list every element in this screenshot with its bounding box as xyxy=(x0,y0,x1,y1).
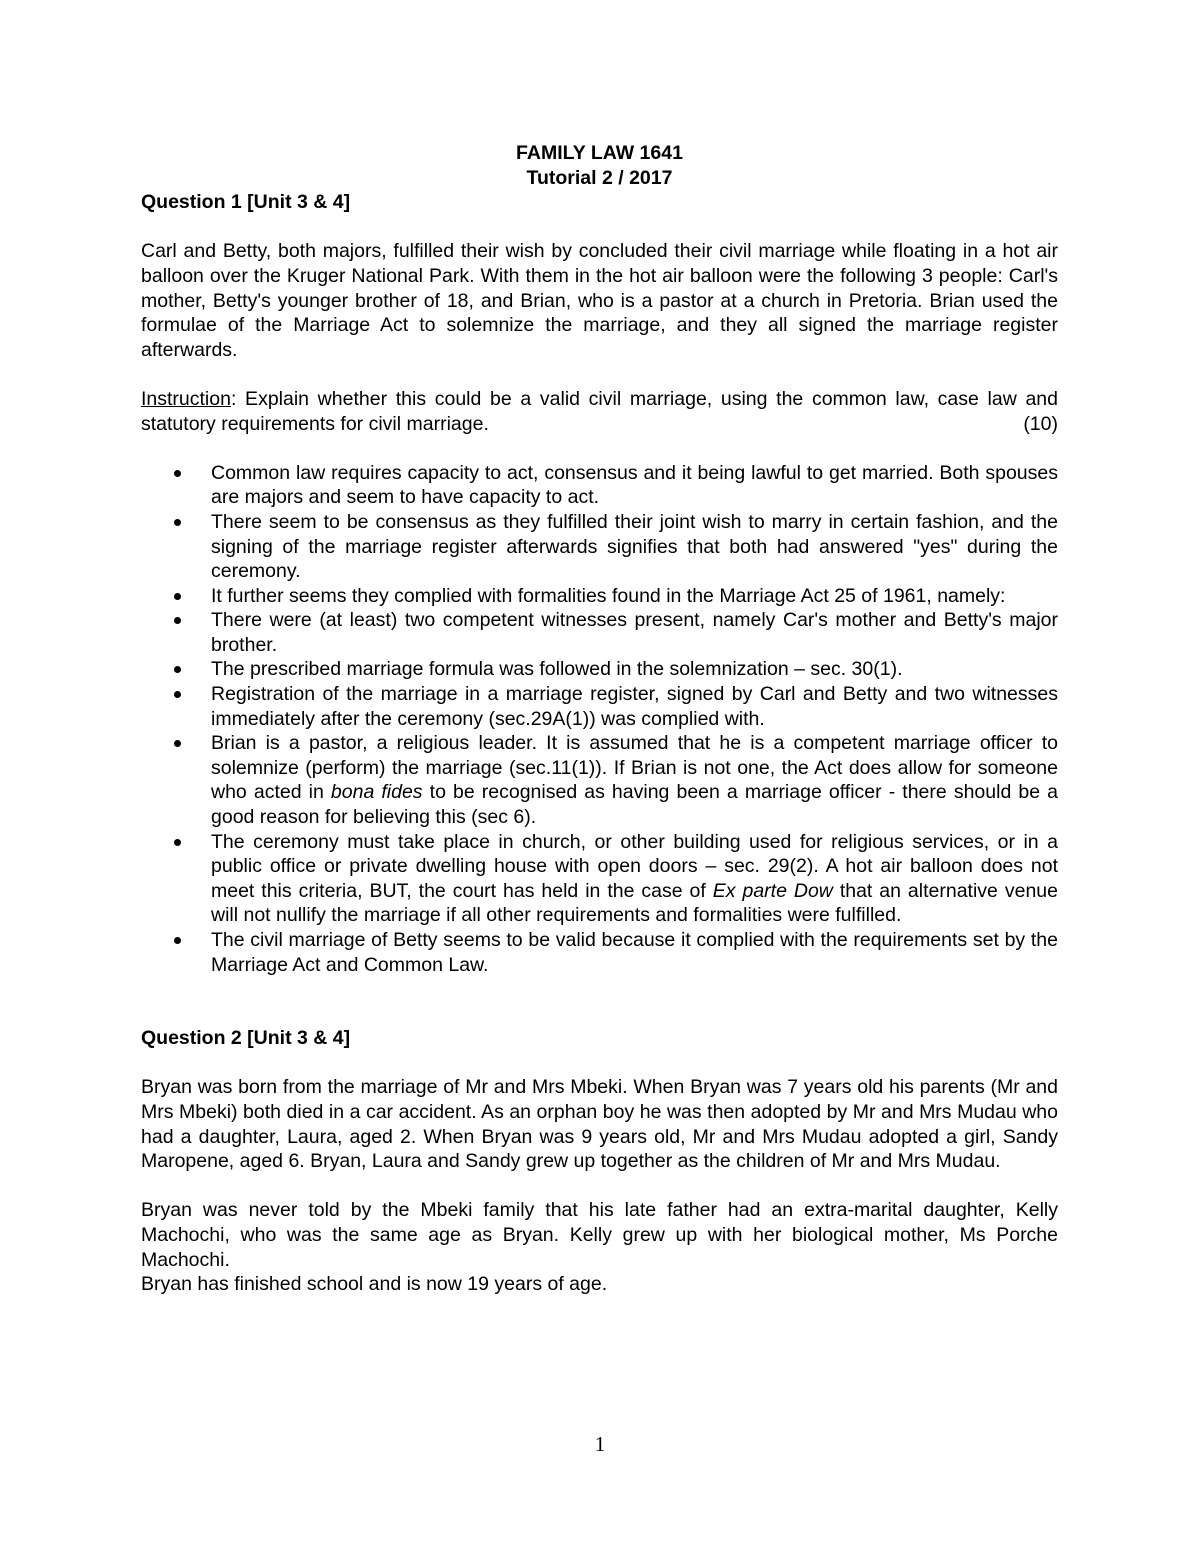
list-item: The civil marriage of Betty seems to be valid because it complied with the requirements set by the Marriage Act and Common Law. xyxy=(141,928,1058,977)
question-2-paragraph-3: Bryan has finished school and is now 19 years of age. xyxy=(141,1273,608,1296)
bullet-icon xyxy=(174,519,181,526)
question-2-paragraph-1: Bryan was born from the marriage of Mr and Mrs Mbeki. When Bryan was 7 years old his parents (Mr and Mrs Mbeki) both died in a car accident. As an orphan boy he was then adopted by Mr and Mrs Mudau who had a daughter, Laura, aged 2. When Bryan was 9 years old, Mr and Mrs Mudau adopted a girl, Sandy Maropene, aged 6. Bryan, Laura and Sandy grew up together as the children of Mr and Mrs Mudau. xyxy=(141,1076,1058,1173)
instruction-text: : Explain whether this could be a valid civil marriage, using the common law, case law and statutory requirements for civil marriage. xyxy=(141,387,1058,435)
question-1-answer-list xyxy=(141,461,1058,977)
question-2-paragraph-2: Bryan was never told by the Mbeki family that his late father had an extra-marital daughter, Kelly Machochi, who was the same age as Bryan. Kelly grew up with her biological mother, Ms Porche Machochi. xyxy=(141,1199,1058,1271)
page-number: 1 xyxy=(594,1432,606,1456)
question-1-scenario: Carl and Betty, both majors, fulfilled their wish by concluded their civil marriage while floating in a hot air balloon over the Kruger National Park. With them in the hot air balloon were the following 3 people: Carl's mother, Betty's younger brother of 18, and Brian, who is a pastor at a church in Pretoria. Brian used the formulae of the Marriage Act to solemnize the marriage, and they all signed the marriage register afterwards. xyxy=(141,240,1058,361)
bullet-icon xyxy=(174,470,181,477)
bullet-icon xyxy=(174,593,181,600)
course-title: FAMILY LAW 1641 xyxy=(516,142,683,164)
document-body xyxy=(141,141,1058,1297)
list-item: It further seems they complied with formalities found in the Marriage Act 25 of 1961, namely: xyxy=(141,584,1058,609)
tutorial-title: Tutorial 2 / 2017 xyxy=(526,166,673,189)
bullet-icon xyxy=(174,617,181,624)
bullet-icon xyxy=(174,691,181,698)
bullet-icon xyxy=(174,666,181,673)
list-item: Registration of the marriage in a marriage register, signed by Carl and Betty and two witnesses immediately after the ceremony (sec.29A(1)) was complied with. xyxy=(141,682,1058,731)
list-item: The prescribed marriage formula was followed in the solemnization – sec. 30(1). xyxy=(141,657,1058,682)
question-1-heading: Question 1 [Unit 3 & 4] xyxy=(141,191,351,214)
question-1-marks: (10) xyxy=(1023,412,1058,435)
list-item: There were (at least) two competent witnesses present, namely Car's mother and Betty's major brother. xyxy=(141,608,1058,657)
question-2-heading: Question 2 [Unit 3 & 4] xyxy=(141,1027,351,1050)
list-item: The ceremony must take place in church, or other building used for religious services, or in a public office or private dwelling house with open doors – sec. 29(2). A hot air balloon does not meet this criteria, BUT, the court has held in the case of Ex parte Dow that an alternative venue will not nullify the marriage if all other requirements and formalities were fulfilled. xyxy=(141,830,1058,928)
list-item: Common law requires capacity to act, consensus and it being lawful to get married. Both spouses are majors and seem to have capacity to act. xyxy=(141,461,1058,510)
document-title xyxy=(141,141,1058,190)
list-item: There seem to be consensus as they fulfilled their joint wish to marry in certain fashion, and the signing of the marriage register afterwards signifies that both had answered "yes" during the ceremony. xyxy=(141,510,1058,584)
bullet-icon xyxy=(174,937,181,944)
list-item: Brian is a pastor, a religious leader. It is assumed that he is a competent marriage officer to solemnize (perform) the marriage (sec.11(1)). If Brian is not one, the Act does allow for someone who acted in bona fides to be recognised as having been a marriage officer - there should be a good reason for believing this (sec 6). xyxy=(141,731,1058,829)
bullet-icon xyxy=(174,839,181,846)
instruction-label: Instruction xyxy=(141,387,231,410)
bullet-icon xyxy=(174,740,181,747)
question-1-instruction xyxy=(141,387,1058,436)
